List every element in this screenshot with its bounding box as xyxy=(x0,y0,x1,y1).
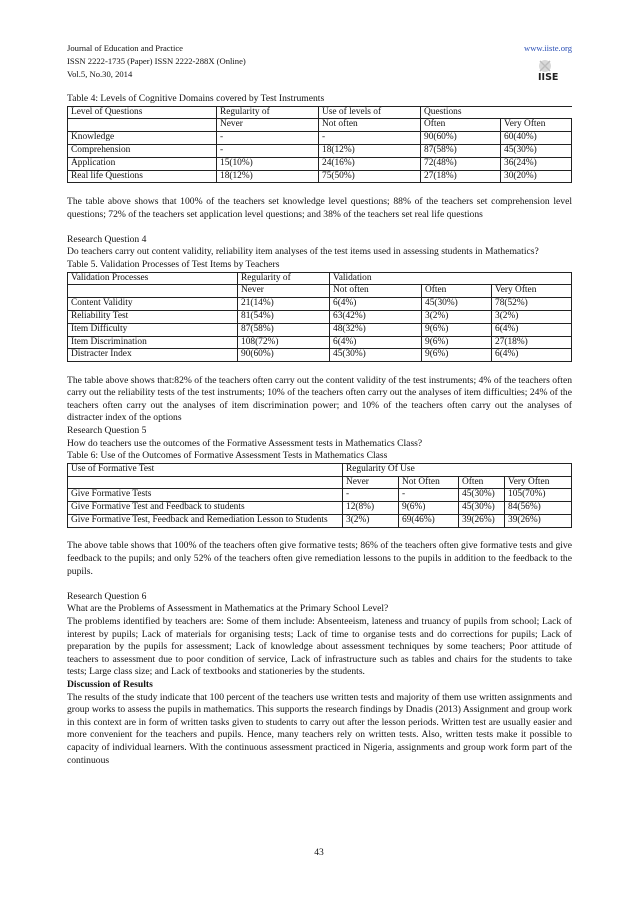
table-cell: 24(16%) xyxy=(319,157,421,170)
table-cell: 87(58%) xyxy=(421,144,501,157)
table-header-cell: Not often xyxy=(319,119,421,132)
table-cell: 72(48%) xyxy=(421,157,501,170)
table-header-cell: Questions xyxy=(421,106,572,119)
research-question-4-text: Do teachers carry out content validity, reliability item analyses of the test items used in assessing students in Mathematics? xyxy=(67,246,539,258)
paragraph-table4-summary: The table above shows that 100% of the teachers set knowledge level questions; 88% of the teachers set comprehension level questions; 72% of the teachers set application level questions; and 38% of the teachers set real life questions xyxy=(67,195,572,220)
table-header-row xyxy=(68,476,572,489)
table-cell: Item Difficulty xyxy=(68,323,238,336)
table-cell: Item Discrimination xyxy=(68,336,238,349)
journal-volume: Vol.5, No.30, 2014 xyxy=(67,69,133,79)
table-header-cell: Regularity of xyxy=(217,106,319,119)
table6 xyxy=(67,463,572,528)
table-row xyxy=(68,515,572,528)
table-header-cell xyxy=(68,119,217,132)
table-cell: - xyxy=(399,489,459,502)
paragraph-table6-summary: The above table shows that 100% of the teachers often give formative tests; 86% of the teachers often give formative tests and give feedback to the pupils; and only 52% of the teachers often give remediation lessons to the pupils in addition to the feedback to the pupils. xyxy=(67,540,572,577)
table-cell: 63(42%) xyxy=(330,310,422,323)
table-cell: - xyxy=(217,132,319,145)
research-question-4-title: Research Question 4 xyxy=(67,233,147,245)
table-cell: 45(30%) xyxy=(459,489,505,502)
table-header-cell: Often xyxy=(422,285,492,298)
table-cell: 3(2%) xyxy=(492,310,572,323)
research-question-5-text: How do teachers use the outcomes of the Formative Assessment tests in Mathematics Class? xyxy=(67,437,423,449)
table-cell: Comprehension xyxy=(68,144,217,157)
table-header-cell: Often xyxy=(459,476,505,489)
table-cell: 6(4%) xyxy=(330,336,422,349)
table-cell: - xyxy=(319,132,421,145)
table-header-cell: Very Often xyxy=(505,476,572,489)
table-cell: 6(4%) xyxy=(330,298,422,311)
table-cell: Give Formative Tests xyxy=(68,489,343,502)
table-cell: Application xyxy=(68,157,217,170)
table-cell: 45(30%) xyxy=(501,144,572,157)
table-cell: 18(12%) xyxy=(217,170,319,183)
table-header-cell: Never xyxy=(217,119,319,132)
table-cell: Distracter Index xyxy=(68,349,238,362)
table-cell: 90(60%) xyxy=(421,132,501,145)
table-header-cell: Often xyxy=(421,119,501,132)
table-header-cell: Never xyxy=(343,476,399,489)
table-cell: 78(52%) xyxy=(492,298,572,311)
table-cell: 45(30%) xyxy=(422,298,492,311)
table-cell: 48(32%) xyxy=(330,323,422,336)
table-cell: 9(6%) xyxy=(399,502,459,515)
page-content xyxy=(67,93,572,767)
table-cell: 90(60%) xyxy=(238,349,330,362)
table-row xyxy=(68,170,572,183)
iiste-logo xyxy=(536,58,576,82)
table-header-row xyxy=(68,463,572,476)
table-header-cell: Not often xyxy=(330,285,422,298)
table-row xyxy=(68,502,572,515)
table-header-row xyxy=(68,285,572,298)
table-cell: 69(46%) xyxy=(399,515,459,528)
table-cell: 30(20%) xyxy=(501,170,572,183)
table-header-cell: Regularity of xyxy=(238,272,330,285)
table-cell: 84(56%) xyxy=(505,502,572,515)
table-cell: 75(50%) xyxy=(319,170,421,183)
table-cell: 15(10%) xyxy=(217,157,319,170)
table-cell: 81(54%) xyxy=(238,310,330,323)
table5-caption: Table 5. Validation Processes of Test Items by Teachers xyxy=(67,258,280,270)
table-header-cell: Level of Questions xyxy=(68,106,217,119)
table6-caption: Table 6: Use of the Outcomes of Formative Assessment Tests in Mathematics Class xyxy=(67,450,388,462)
table-cell: Give Formative Test, Feedback and Remediation Lesson to Students xyxy=(68,515,343,528)
table-header-row xyxy=(68,119,572,132)
logo-text: IISE xyxy=(538,72,559,82)
table-header-cell xyxy=(68,476,343,489)
research-question-6-title: Research Question 6 xyxy=(67,590,147,602)
research-question-6-text: What are the Problems of Assessment in Mathematics at the Primary School Level? xyxy=(67,603,389,615)
table-cell: 45(30%) xyxy=(459,502,505,515)
table-header-cell: Validation Processes xyxy=(68,272,238,285)
table-cell: 39(26%) xyxy=(459,515,505,528)
table4-caption: Table 4: Levels of Cognitive Domains covered by Test Instruments xyxy=(67,93,325,104)
table-cell: 105(70%) xyxy=(505,489,572,502)
table-cell: 87(58%) xyxy=(238,323,330,336)
table-cell: Real life Questions xyxy=(68,170,217,183)
table-cell: 36(24%) xyxy=(501,157,572,170)
table-header-cell xyxy=(68,285,238,298)
table-cell: 12(8%) xyxy=(343,502,399,515)
table-header-cell: Regularity Of Use xyxy=(343,463,572,476)
table5 xyxy=(67,272,572,363)
table-cell: 9(6%) xyxy=(422,336,492,349)
table-row xyxy=(68,336,572,349)
table-cell: 27(18%) xyxy=(492,336,572,349)
table-row xyxy=(68,310,572,323)
table-cell: Content Validity xyxy=(68,298,238,311)
table-row xyxy=(68,323,572,336)
table-row xyxy=(68,157,572,170)
table-header-cell: Very Often xyxy=(492,285,572,298)
table-cell: - xyxy=(343,489,399,502)
table-cell: 9(6%) xyxy=(422,323,492,336)
table-cell: 6(4%) xyxy=(492,323,572,336)
table-header-cell: Not Often xyxy=(399,476,459,489)
table-header-cell: Validation xyxy=(330,272,572,285)
table-cell: Give Formative Test and Feedback to students xyxy=(68,502,343,515)
paragraph-discussion: The results of the study indicate that 100 percent of the teachers use written tests and majority of them use written assignments and group works to assess the pupils in mathematics. This supports the research findings by Dnadis (2013) Assignment and group work in this context are in form of written tasks given to students to carry out after the lesson periods. Written test are usually easier and more convenient for the teachers and pupils. Hence, many teachers rely on written tests. Also, written tests make it possible to capacity of individual learners. With the continuous assessment practiced in Nigeria, assignments and group work form part of the continuous xyxy=(67,691,572,766)
table-cell: 9(6%) xyxy=(422,349,492,362)
page-number: 43 xyxy=(314,847,324,858)
discussion-heading: Discussion of Results xyxy=(67,678,153,690)
table-cell: Knowledge xyxy=(68,132,217,145)
table-cell: 3(2%) xyxy=(422,310,492,323)
table-cell: 108(72%) xyxy=(238,336,330,349)
journal-name: Journal of Education and Practice xyxy=(67,43,183,53)
journal-issn: ISSN 2222-1735 (Paper) ISSN 2222-288X (Online) xyxy=(67,56,246,66)
journal-header xyxy=(67,42,572,81)
table-cell: 60(40%) xyxy=(501,132,572,145)
table-cell: 6(4%) xyxy=(492,349,572,362)
table-cell: 39(26%) xyxy=(505,515,572,528)
table-cell: 3(2%) xyxy=(343,515,399,528)
table-header-row xyxy=(68,272,572,285)
table-cell: - xyxy=(217,144,319,157)
table-cell: 21(14%) xyxy=(238,298,330,311)
table-header-cell: Use of Formative Test xyxy=(68,463,343,476)
table-row xyxy=(68,144,572,157)
table-header-cell: Never xyxy=(238,285,330,298)
table-row xyxy=(68,349,572,362)
table-row xyxy=(68,489,572,502)
table-header-row xyxy=(68,106,572,119)
table-cell: 27(18%) xyxy=(421,170,501,183)
table-row xyxy=(68,132,572,145)
table-cell: 18(12%) xyxy=(319,144,421,157)
table-row xyxy=(68,298,572,311)
table4 xyxy=(67,106,572,184)
table-cell: Reliability Test xyxy=(68,310,238,323)
journal-url-link[interactable]: www.iiste.org xyxy=(524,43,572,53)
table-header-cell: Very Often xyxy=(501,119,572,132)
table-cell: 45(30%) xyxy=(330,349,422,362)
paragraph-problems: The problems identified by teachers are: Some of them include: Absenteeism, lateness and truancy of pupils from school; Lack of interest by pupils; Lack of materials for organising tests; Lack of time to organise tests and do corrections for pupils; Lack of preparation by the pupils for assessment; Lack of knowledge about assessment techniques by some teachers; Poor attitude of teachers to assessment due to poor condition of service, Lack of infrastructure such as tables and chairs for the students to take tests; Large class size; and Lack of textbooks and stationeries by the students. xyxy=(67,616,572,678)
table-header-cell: Use of levels of xyxy=(319,106,421,119)
research-question-5-title: Research Question 5 xyxy=(67,425,147,437)
paragraph-table5-summary: The table above shows that:82% of the teachers often carry out the content validity of the test instruments; 4% of the teachers often carry out the reliability tests of the test instruments; 10% of the teachers often carry out the analyses of item difficulties; 24% of the teachers often carry out the analyses of item discrimination power; and 10% of the teachers often carry out the analyses of distracter index of the options xyxy=(67,374,572,424)
